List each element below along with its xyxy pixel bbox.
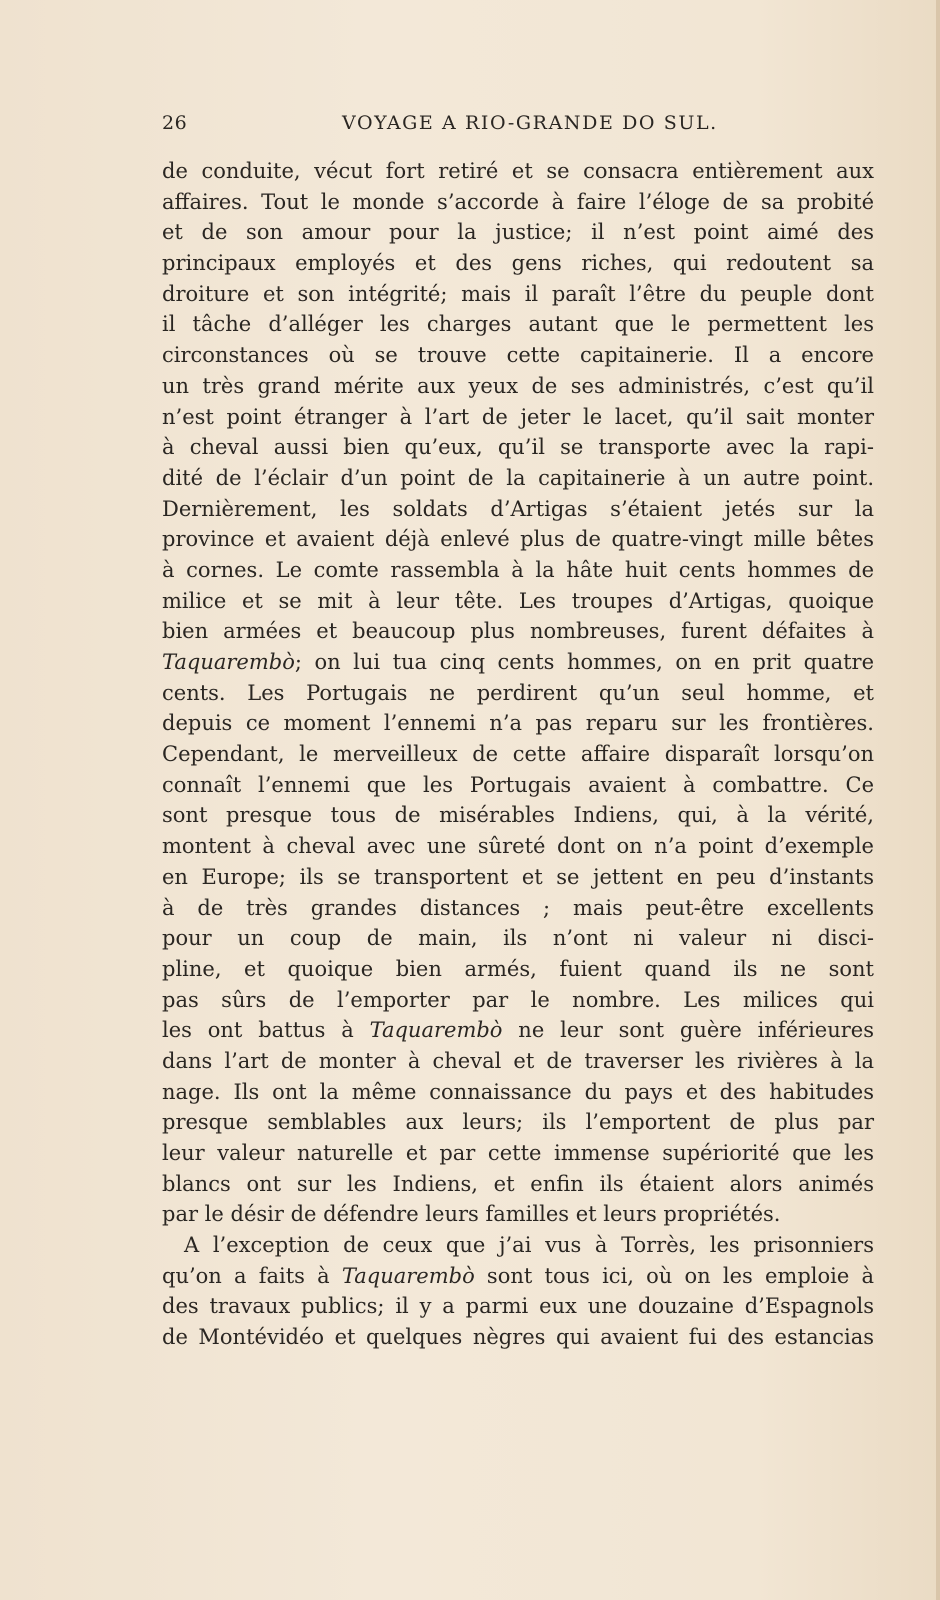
text-line: de Montévidéo et quelques nègres qui avaient fui des estancias <box>162 1325 874 1350</box>
text-line: montent à cheval avec une sûreté dont on n’a point d’exemple <box>162 834 874 859</box>
text-line: presque semblables aux leurs; ils l’emportent de plus par <box>162 1110 874 1135</box>
text-line: leur valeur naturelle et par cette immense supériorité que les <box>162 1141 874 1165</box>
text-line: un très grand mérite aux yeux de ses administrés, c’est qu’il <box>162 373 874 398</box>
text-line: principaux employés et des gens riches, qui redoutent sa <box>162 251 874 276</box>
text-line: Cependant, le merveilleux de cette affaire disparaît lorsqu’on <box>162 742 874 767</box>
body-text <box>162 156 874 1353</box>
italic-place-name: Taquarembò <box>341 1263 475 1288</box>
text-line: pas sûrs de l’emporter par le nombre. Les milices qui <box>162 987 874 1012</box>
text-line: Dernièrement, les soldats d’Artigas s’étaient jetés sur la <box>162 496 874 521</box>
text-line: pour un coup de main, ils n’ont ni valeur ni disci- <box>162 926 874 951</box>
text-segment: sont tous ici, où on les emploie à <box>474 1263 875 1288</box>
text-line: il tâche d’alléger les charges autant que le permettent les <box>162 312 874 337</box>
text-line <box>162 1015 874 1046</box>
text-line: connaît l’ennemi que les Portugais avaient à combattre. Ce <box>162 772 874 797</box>
text-segment: ne leur sont guère inférieures <box>502 1018 874 1043</box>
text-line: A l’exception de ceux que j’ai vus à Torrès, les prisonniers <box>184 1233 874 1258</box>
text-line: par le désir de défendre leurs familles et leurs propriétés. <box>162 1202 781 1227</box>
text-line: droiture et son intégrité; mais il paraît l’être du peuple dont <box>162 281 874 306</box>
text-line: n’est point étranger à l’art de jeter le lacet, qu’il sait monter <box>162 404 874 429</box>
text-segment: les ont battus à <box>162 1018 370 1043</box>
text-line: en Europe; ils se transportent et se jettent en peu d’instants <box>162 864 874 889</box>
text-line: bien armées et beaucoup plus nombreuses, furent défaites à <box>162 619 874 644</box>
text-line: et de son amour pour la justice; il n’est point aimé des <box>162 220 874 245</box>
text-line: sont presque tous de misérables Indiens, qui, à la vérité, <box>162 803 874 828</box>
text-line: depuis ce moment l’ennemi n’a pas reparu sur les frontières. <box>162 711 874 736</box>
text-line: circonstances où se trouve cette capitainerie. Il a encore <box>162 343 874 368</box>
text-segment: ; on lui tua cinq cents hommes, on en prit quatre <box>294 650 874 674</box>
italic-place-name: Taquarembò <box>369 1018 503 1043</box>
text-line: à cheval aussi bien qu’eux, qu’il se transporte avec la rapi- <box>162 435 874 460</box>
text-line: de conduite, vécut fort retiré et se consacra entièrement aux <box>162 159 874 183</box>
text-line: dans l’art de monter à cheval et de traverser les rivières à la <box>162 1048 874 1073</box>
text-line <box>162 1261 874 1292</box>
text-line: nage. Ils ont la même connaissance du pays et des habitudes <box>162 1079 874 1104</box>
page-number: 26 <box>162 112 188 134</box>
text-segment: qu’on a faits à <box>162 1263 342 1288</box>
text-line: affaires. Tout le monde s’accorde à faire l’éloge de sa probité <box>162 189 874 214</box>
text-line: des travaux publics; il y a parmi eux une douzaine d’Espagnols <box>162 1294 874 1319</box>
text-line: dité de l’éclair d’un point de la capitainerie à un autre point. <box>162 465 874 490</box>
page-header <box>162 112 862 138</box>
text-line: pline, et quoique bien armés, fuient quand ils ne sont <box>162 956 874 981</box>
running-title: VOYAGE A RIO-GRANDE DO SUL. <box>342 112 718 134</box>
text-line: cents. Les Portugais ne perdirent qu’un seul homme, et <box>162 680 874 705</box>
text-line: province et avaient déjà enlevé plus de quatre-vingt mille bêtes <box>162 527 874 552</box>
page-edge <box>936 0 940 1600</box>
text-line <box>162 647 874 678</box>
text-line: à cornes. Le comte rassembla à la hâte huit cents hommes de <box>162 557 874 582</box>
text-line: milice et se mit à leur tête. Les troupes d’Artigas, quoique <box>162 588 874 613</box>
text-line: à de très grandes distances ; mais peut-être excellents <box>162 895 874 920</box>
italic-place-name: Taquarembò <box>162 650 295 674</box>
text-line: blancs ont sur les Indiens, et enfin ils étaient alors animés <box>162 1171 874 1196</box>
